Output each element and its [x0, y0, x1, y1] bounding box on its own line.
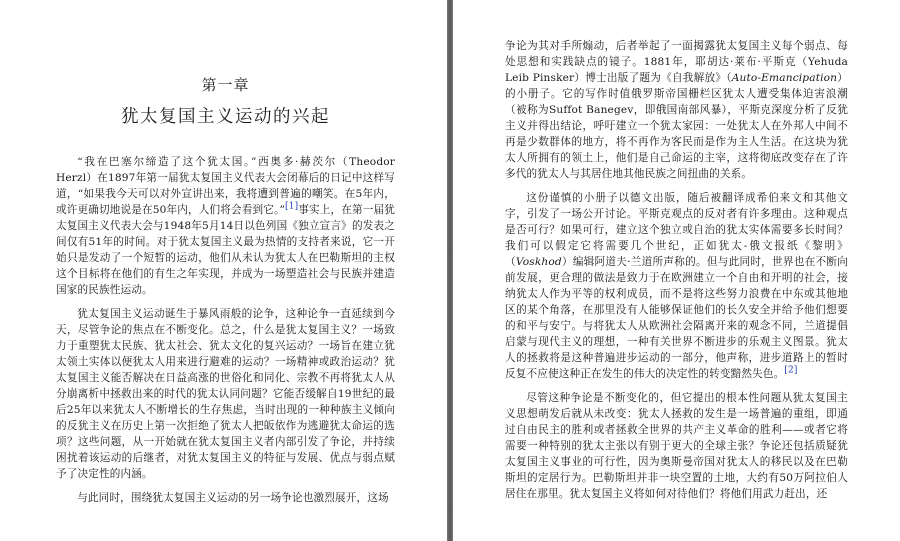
paragraph-4-text-b: ）编辑阿道夫·兰道所声称的。但与此同时，世界也在不断向前发展，更合理的做法是致力于在欧洲建立一个自由和开明的社会，接纳犹太人作为平等的权利成员，而不是将这些努力浪费在中东或其他地区的某个角落，在那里没有人能够保证他们的长久安全并给予他们想要的和平与安宁。与将犹太人从欧洲社会隔离开来的观念不同，兰道提倡启蒙与现代主义的理想，一种有关世界不断进步的乐观主义图景。犹太人的拯救将是这种普遍进步运动的一部分，他声称，进步道路上的暂时反复不应使这种正在发生的伟大的决定性的转变黯然失色。 — [505, 256, 848, 380]
paragraph-continued-text-a: 争论为其对手所煽动，后者举起了一面揭露犹太复国主义每个弱点、每处思想和实践缺点的镜子。1881年，耶胡达·莱布·平斯克（Yehuda Leib Pinsker）博士出版了题为《自我解放》（ — [505, 40, 848, 84]
paragraph-1-text-b: 事实上，在第一届犹太复国主义代表大会与1948年5月14日以色列国《独立宣言》的发表之间仅有51年的时间。对于犹太复国主义最为热情的支持者来说，它一开始只是发动了一个短暂的运动，他们从未认为犹太人在巴勒斯坦的主权这个目标将在他们的有生之年实现，并成为一场塑造社会与民族并建造国家的民族性运动。 — [56, 204, 395, 296]
paragraph-4-text-a: 这份谨慎的小册子以德文出版，随后被翻译成希伯来文和其他文字，引发了一场公开讨论。平斯克观点的反对者有许多理由。这种观点是否可行？如果可行，建立这个独立或自治的犹太实体需要多长时间？我们可以假定它将需要几个世纪，正如犹太-俄文报纸《黎明》（ — [505, 192, 848, 268]
footnote-link-2[interactable]: [2] — [784, 365, 798, 376]
right-page — [453, 0, 900, 541]
paragraph-continued — [505, 38, 848, 182]
paragraph-4 — [505, 190, 848, 382]
paragraph-1-text-a: “我在巴塞尔缔造了这个犹太国。”西奥多·赫茨尔（Theodor Herzl）在1897年第一届犹太复国主义代表大会闭幕后的日记中这样写道，“如果我今天可以对外宣讲出来，我将遭到普遍的嘲笑。在5年内，或许更确切地说是在50年内，人们将会看到它。” — [56, 156, 395, 216]
chapter-title: 犹太复国主义运动的兴起 — [121, 107, 330, 127]
paragraph-continued-text-b: ）的小册子。它的写作时值俄罗斯帝国栅栏区犹太人遭受集体迫害浪潮（被称为Suffot Banegev，即俄国南部风暴），平斯克深度分析了反犹主义并得出结论，呼吁建立一个犹太家园：一处犹太人在外邦人中间不再是少数群体的地方，将不再作为客民而是作为主人生活。在这块为犹太人所拥有的领土上，他们是自己命运的主宰，这将彻底改变存在了许多代的犹太人与其居住地其他民族之间扭曲的关系。 — [505, 72, 848, 180]
footnote-link-1[interactable]: [1] — [285, 201, 299, 212]
chapter-number: 第一章 — [201, 76, 250, 94]
newspaper-title-italic: Voskhod — [515, 256, 562, 268]
paragraph-3: 与此同时，围绕犹太复国主义运动的另一场争论也激烈展开，这场 — [77, 492, 389, 504]
book-title-italic: Auto-Emancipation — [731, 72, 838, 84]
left-page — [0, 0, 447, 541]
paragraph-1 — [56, 154, 395, 298]
paragraph-5: 尽管这种争论是不断变化的，但它提出的根本性问题从犹太复国主义思想萌发后就从未改变：犹太人拯救的发生是一场普遍的重组，即通过自由民主的胜利或者拯救全世界的共产主义革命的胜利——或者它将需要一种特别的犹太主张以有别于更大的全球主张？争论还包括质疑犹太复国主义事业的可行性，因为奥斯曼帝国对犹太人的移民以及在巴勒斯坦的定居行为。巴勒斯坦并非一块空置的土地，大约有50万阿拉伯人居住在那里。犹太复国主义将如何对待他们？将他们用武力赶出，还 — [505, 392, 848, 500]
paragraph-2: 犹太复国主义运动诞生于暴风雨般的论争，这种论争一直延续到今天，尽管争论的焦点在不断变化。总之，什么是犹太复国主义？一场致力于重塑犹太民族、犹太社会、犹太文化的复兴运动？一场旨在建立犹太领土实体以便犹太人用来进行避难的运动？一场精神或政治运动？犹太复国主义能否解决在日益高涨的世俗化和同化、宗教不再将犹太人从分崩离析中拯救出来的时代的犹太认同问题？它能否缓解自19世纪的最后25年以来犹太人不断增长的生存焦虑，当时出现的一种种族主义倾向的反犹主义在历史上第一次拒绝了犹太人把皈依作为逃避犹太命运的选项？这些问题，从一开始就在犹太复国主义者内部引发了争论，并持续困扰着该运动的后继者，对犹太复国主义的特征与发展、优点与弱点赋予了决定性的内涵。 — [56, 308, 395, 480]
